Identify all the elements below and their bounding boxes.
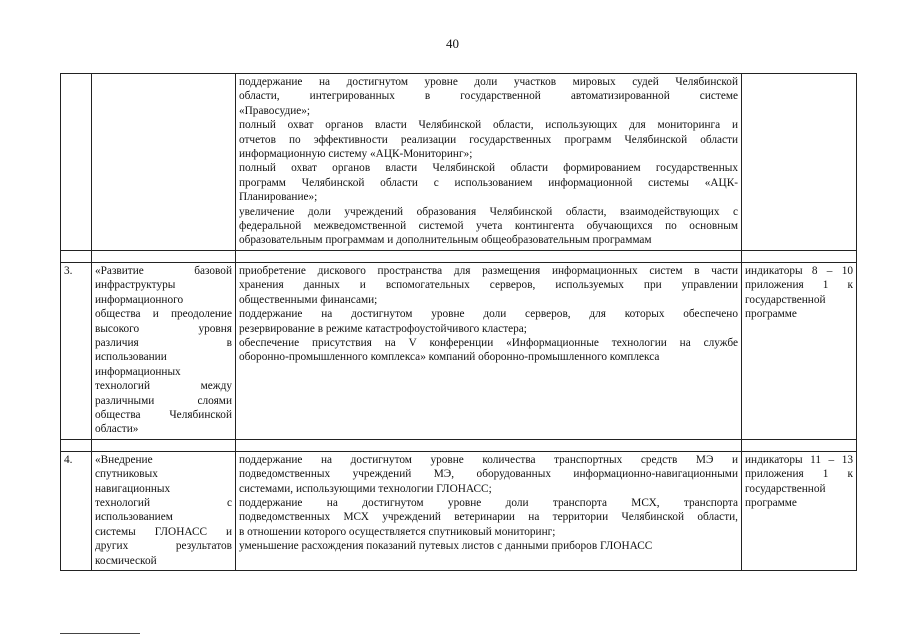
table-row	[61, 74, 857, 251]
subprogram-name-line: спутниковых	[95, 468, 158, 481]
table-body	[61, 74, 857, 571]
subprogram-name-line: технологий с	[95, 496, 232, 509]
table-row	[61, 451, 857, 570]
measure-line: приобретение дискового пространства для размещения информационных систем в части	[239, 264, 738, 277]
spacer-cell	[742, 250, 857, 262]
indicators-cell	[742, 262, 857, 439]
subprogram-name-line: высокого уровня	[95, 322, 232, 335]
spacer-cell	[61, 250, 92, 262]
indicator-line: индикаторы 11 – 13	[745, 453, 853, 466]
spacer-cell	[92, 439, 236, 451]
subprogram-name-line: космической	[95, 554, 157, 567]
page-number: 40	[446, 36, 459, 51]
spacer-cell	[742, 439, 857, 451]
measure-line: поддержание на достигнутом уровне доли участков мировых судей Челябинской	[239, 76, 738, 88]
spacer-row	[61, 439, 857, 451]
subprogram-name-line: других результатов	[95, 540, 232, 553]
measure-line: области, интегрированных в государственной автоматизированной системе	[239, 90, 738, 103]
subprogram-name-line: «Развитие базовой	[95, 264, 232, 277]
subprogram-name-line: «Внедрение	[95, 453, 153, 466]
measure-line: «Правосудие»;	[239, 104, 311, 117]
row-number-cell: 4.	[61, 451, 92, 570]
measure-line: поддержание на достигнутом уровне доли транспорта МСХ, транспорта	[239, 496, 738, 509]
indicator-line: программе	[745, 308, 797, 321]
subprogram-name-line: различными слоями	[95, 394, 232, 407]
spacer-cell	[236, 250, 742, 262]
subprogram-name-line: инфраструктуры	[95, 279, 176, 292]
subprogram-name-line: технологий между	[95, 380, 232, 393]
subprogram-name-line: навигационных	[95, 482, 171, 495]
row-number-cell: 3.	[61, 262, 92, 439]
measure-line: подведомственных учреждений МЭ, оборудованных информационно-навигационными	[239, 468, 738, 481]
spacer-row	[61, 250, 857, 262]
subprogram-name-line: общества Челябинской	[95, 408, 232, 421]
footnote-rule	[60, 633, 140, 634]
row-number-cell	[61, 74, 92, 251]
indicator-line: государственной	[745, 482, 826, 495]
measure-line: Планирование»;	[239, 191, 318, 204]
measure-line: общественными финансами;	[239, 293, 378, 306]
measure-line: программ Челябинской области с использованием информационной системы «АЦК-	[239, 176, 738, 189]
indicators-cell	[742, 451, 857, 570]
indicator-line: приложения 1 к	[745, 279, 853, 292]
subprogram-name-line: использованием	[95, 511, 173, 524]
measure-line: информационную систему «АЦК-Мониторинг»;	[239, 148, 473, 161]
measure-line: системами, использующими технологии ГЛОНАСС;	[239, 482, 492, 495]
measure-line: образовательным программам и дополнительным общеобразовательным программам	[239, 234, 652, 247]
program-table	[60, 73, 857, 571]
measure-line: подведомственных МСХ учреждений ветеринарии на территории Челябинской области,	[239, 511, 738, 524]
measure-line: в отношении которого осуществляется спутниковый мониторинг;	[239, 525, 556, 538]
measure-line: федеральной межведомственной системой учета контингента обучающихся по основным	[239, 220, 738, 233]
measure-line: хранения данных и вспомогательных серверов, используемых при управлении	[239, 279, 738, 292]
measures-cell	[236, 262, 742, 439]
indicator-line: государственной	[745, 293, 826, 306]
measure-line: полный охват органов власти Челябинской области, использующих для мониторинга и	[239, 119, 738, 132]
measure-line: оборонно-промышленного комплекса» компаний оборонно-промышленного комплекса	[239, 351, 660, 364]
measure-line: поддержание на достигнутом уровне доли серверов, для которых обеспечено	[239, 308, 738, 321]
subprogram-name-line: информационного	[95, 293, 184, 306]
measure-line: уменьшение расхождения показаний путевых листов с данными приборов ГЛОНАСС	[239, 540, 653, 553]
measure-line: полный охват органов власти Челябинской области формированием государственных	[239, 162, 738, 175]
subprogram-name-cell	[92, 74, 236, 251]
subprogram-name-line: системы ГЛОНАСС и	[95, 525, 232, 538]
subprogram-name-line: различия в	[95, 336, 232, 349]
indicator-line: индикаторы 8 – 10	[745, 264, 853, 277]
table-row	[61, 262, 857, 439]
subprogram-name-cell	[92, 262, 236, 439]
indicator-line: программе	[745, 496, 797, 509]
subprogram-name-line: информационных	[95, 365, 181, 378]
measures-cell	[236, 451, 742, 570]
measure-line: обеспечение присутствия на V конференции «Информационные технологии на службе	[239, 336, 738, 349]
indicator-line: приложения 1 к	[745, 468, 853, 481]
subprogram-name-line: области»	[95, 423, 139, 436]
spacer-cell	[61, 439, 92, 451]
indicators-cell	[742, 74, 857, 251]
subprogram-name-line: использовании	[95, 351, 167, 364]
measure-line: отчетов по эффективности реализации государственных программ Челябинской области	[239, 133, 738, 146]
spacer-cell	[92, 250, 236, 262]
measure-line: поддержание на достигнутом уровне количества транспортных средств МЭ и	[239, 453, 738, 466]
measure-line: увеличение доли учреждений образования Челябинской области, взаимодействующих с	[239, 205, 738, 218]
spacer-cell	[236, 439, 742, 451]
subprogram-name-line: общества и преодоление	[95, 308, 232, 321]
measure-line: резервирование в режиме катастрофоустойчивого кластера;	[239, 322, 527, 335]
measures-cell	[236, 74, 742, 251]
subprogram-name-cell	[92, 451, 236, 570]
